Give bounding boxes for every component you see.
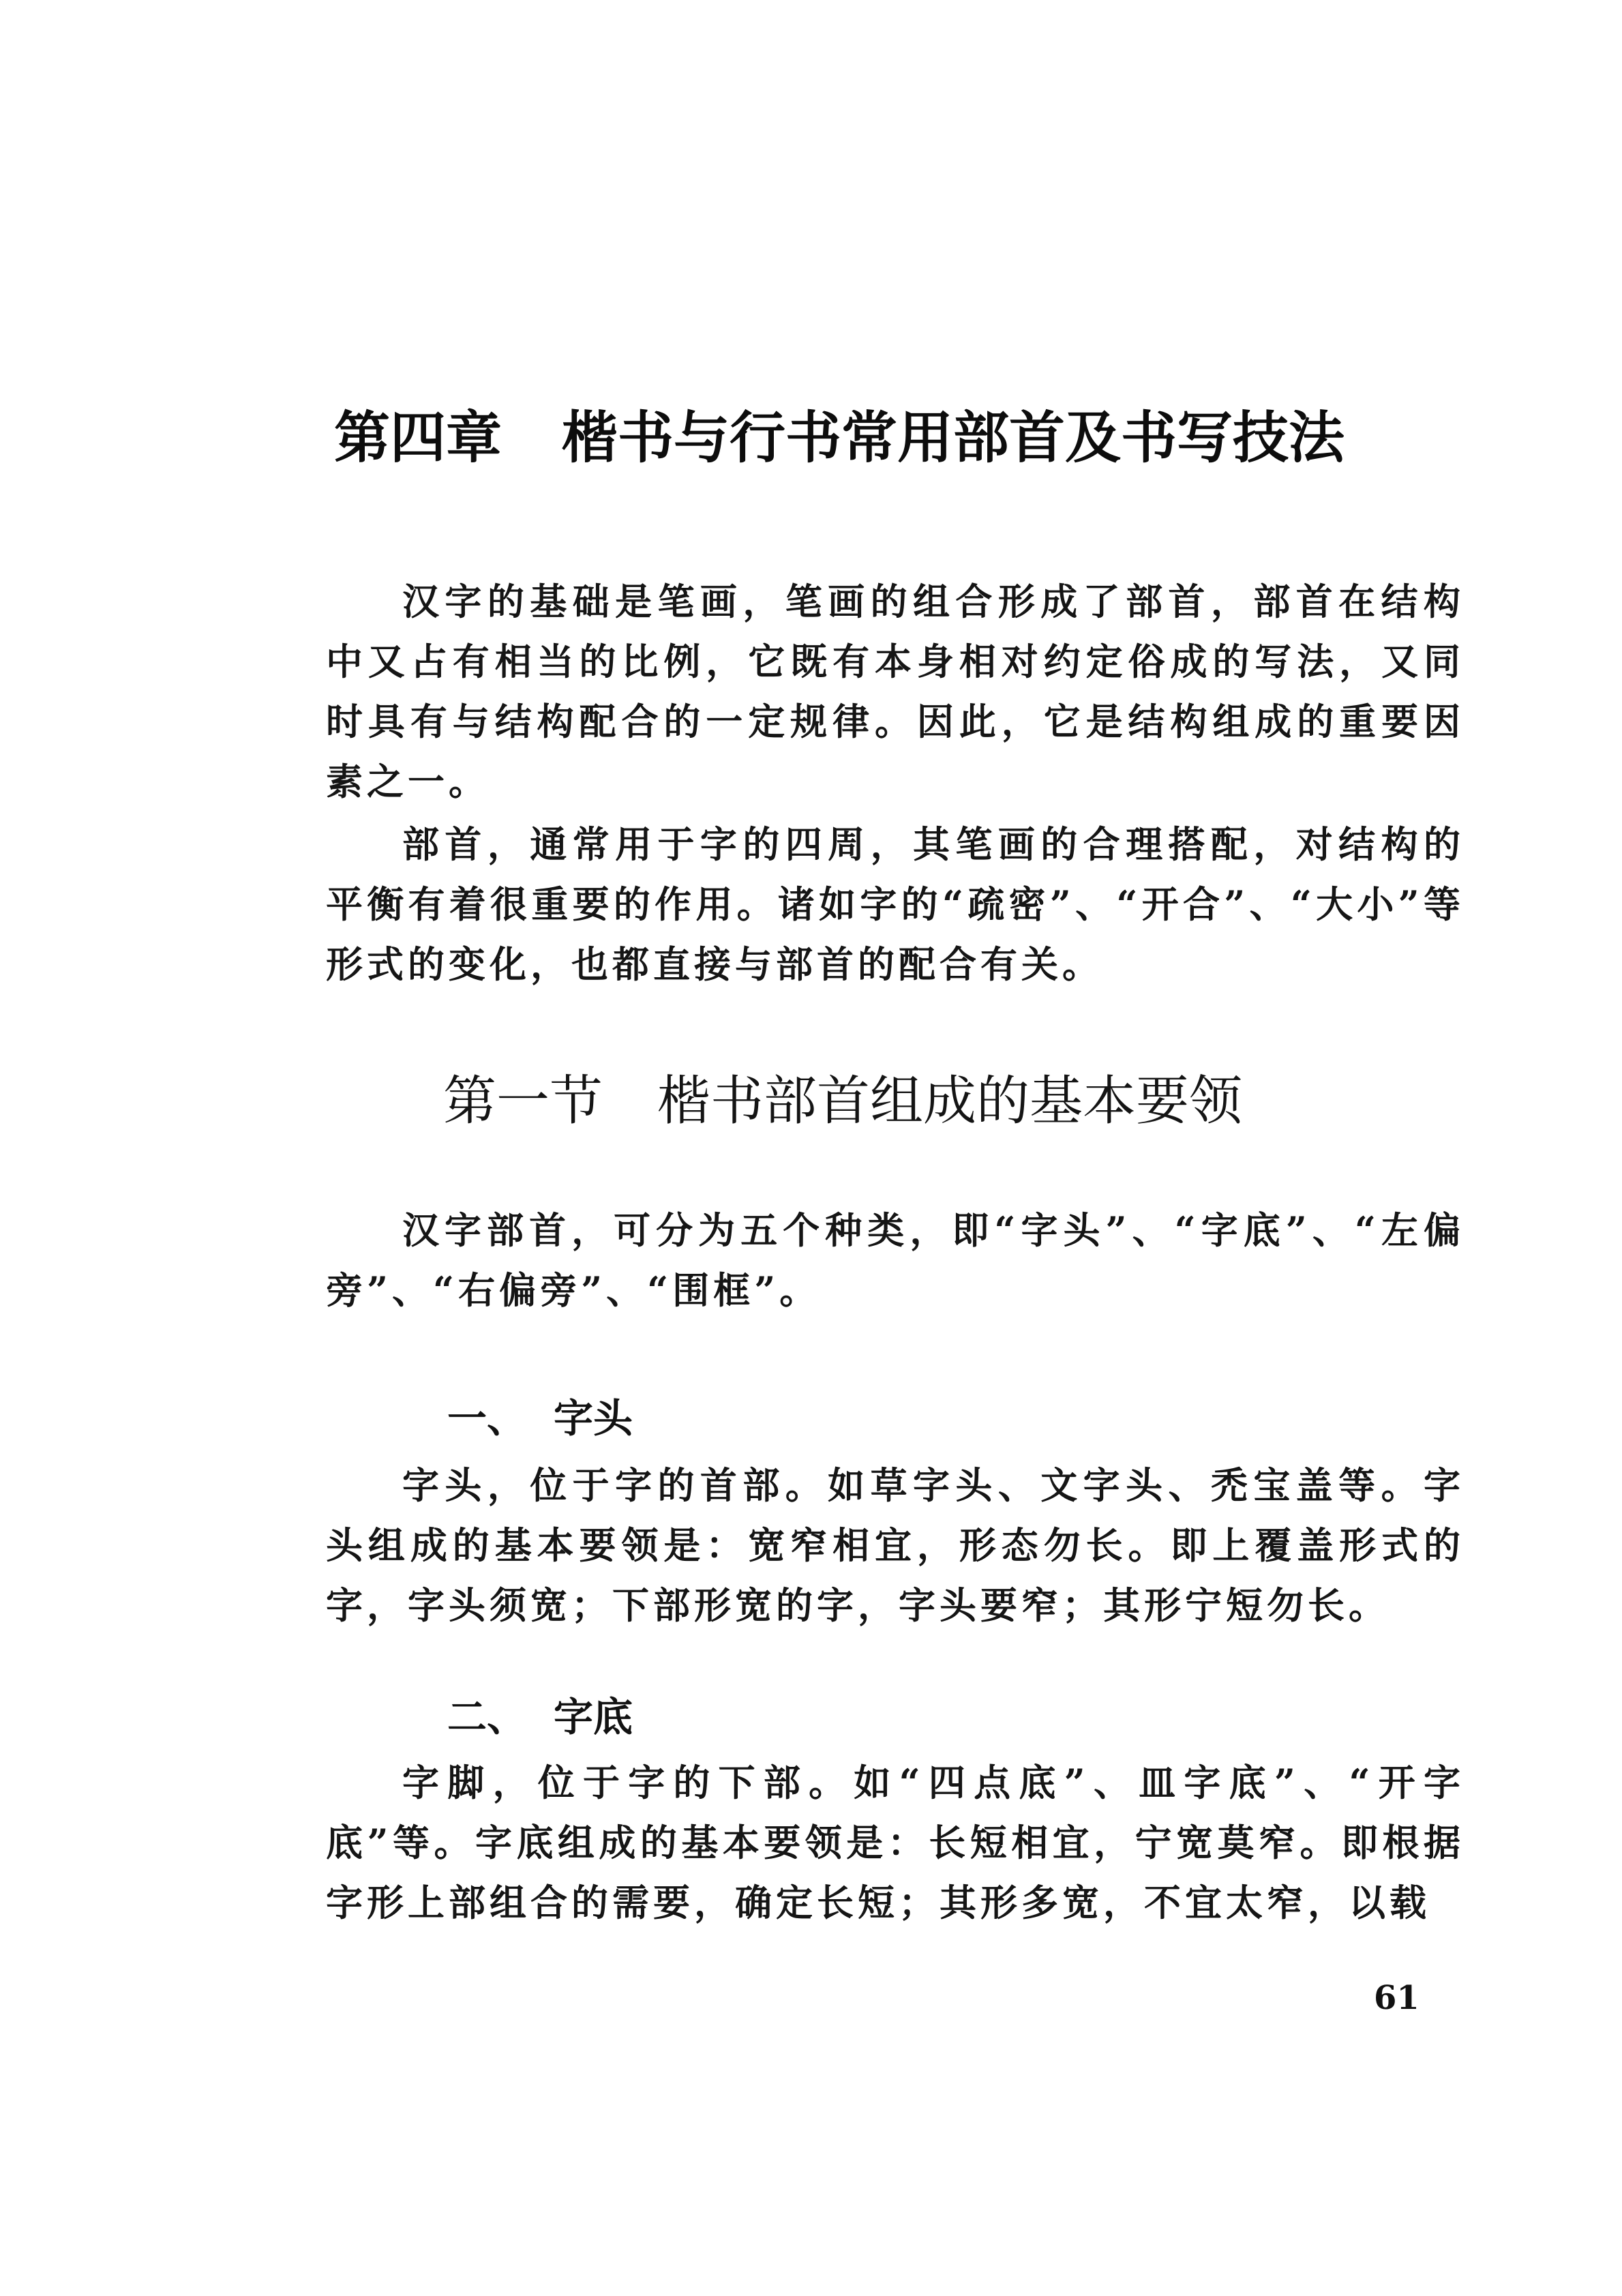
chapter-title-text: 楷书与行书常用部首及书写技法 (562, 406, 1345, 471)
intro-paragraph-1: 汉字的基础是笔画，笔画的组合形成了部首，部首在结构中又占有相当的比例，它既有本身相对约定俗成的写法，又同时具有与结构配合的一定规律。因此，它是结构组成的重要因素之一。 (326, 580, 1465, 803)
subsection-paragraph-1: 字头，位于字的首部。如草字头、文字头、禿宝盖等。字头组成的基本要领是：宽窄相宜，形态勿长。即上覆盖形式的字，字头须宽；下部形宽的字，字头要窄；其形宁短勿长。 (326, 1463, 1465, 1627)
section-title-text: 楷书部首组成的基本要领 (657, 1071, 1243, 1132)
subsection-heading-2 (447, 1690, 633, 1744)
intro-paragraph-2: 部首，通常用于字的四周，其笔画的合理搭配，对结构的平衡有着很重要的作用。诸如字的“疏密”、“开合”、“大小”等形式的变化，也都直接与部首的配合有关。 (326, 822, 1465, 986)
subsection-title-2: 字底 (554, 1694, 633, 1740)
section-title (443, 1067, 1466, 1135)
subsection-paragraph-2: 字脚，位于字的下部。如“四点底”、皿字底”、“开字底”等。字底组成的基本要领是：长短相宜，宁宽莫窄。即根据字形上部组合的需要，确定长短；其形多宽，不宜太窄，以载 (326, 1761, 1465, 1924)
subsection-heading-1 (447, 1391, 633, 1446)
chapter-number: 第四章 (334, 406, 502, 471)
subsection-number-2: 二、 (447, 1694, 527, 1740)
section-number: 第一节 (443, 1071, 603, 1132)
subsection-number-1: 一、 (447, 1395, 527, 1442)
section-intro-paragraph: 汉字部首，可分为五个种类，即“字头”、“字底”、“左偏旁”、“右偏旁”、“围框”。 (326, 1208, 1465, 1312)
chapter-title (334, 401, 1493, 476)
subsection-title-1: 字头 (554, 1395, 633, 1442)
page-number: 61 (1374, 1979, 1420, 2017)
